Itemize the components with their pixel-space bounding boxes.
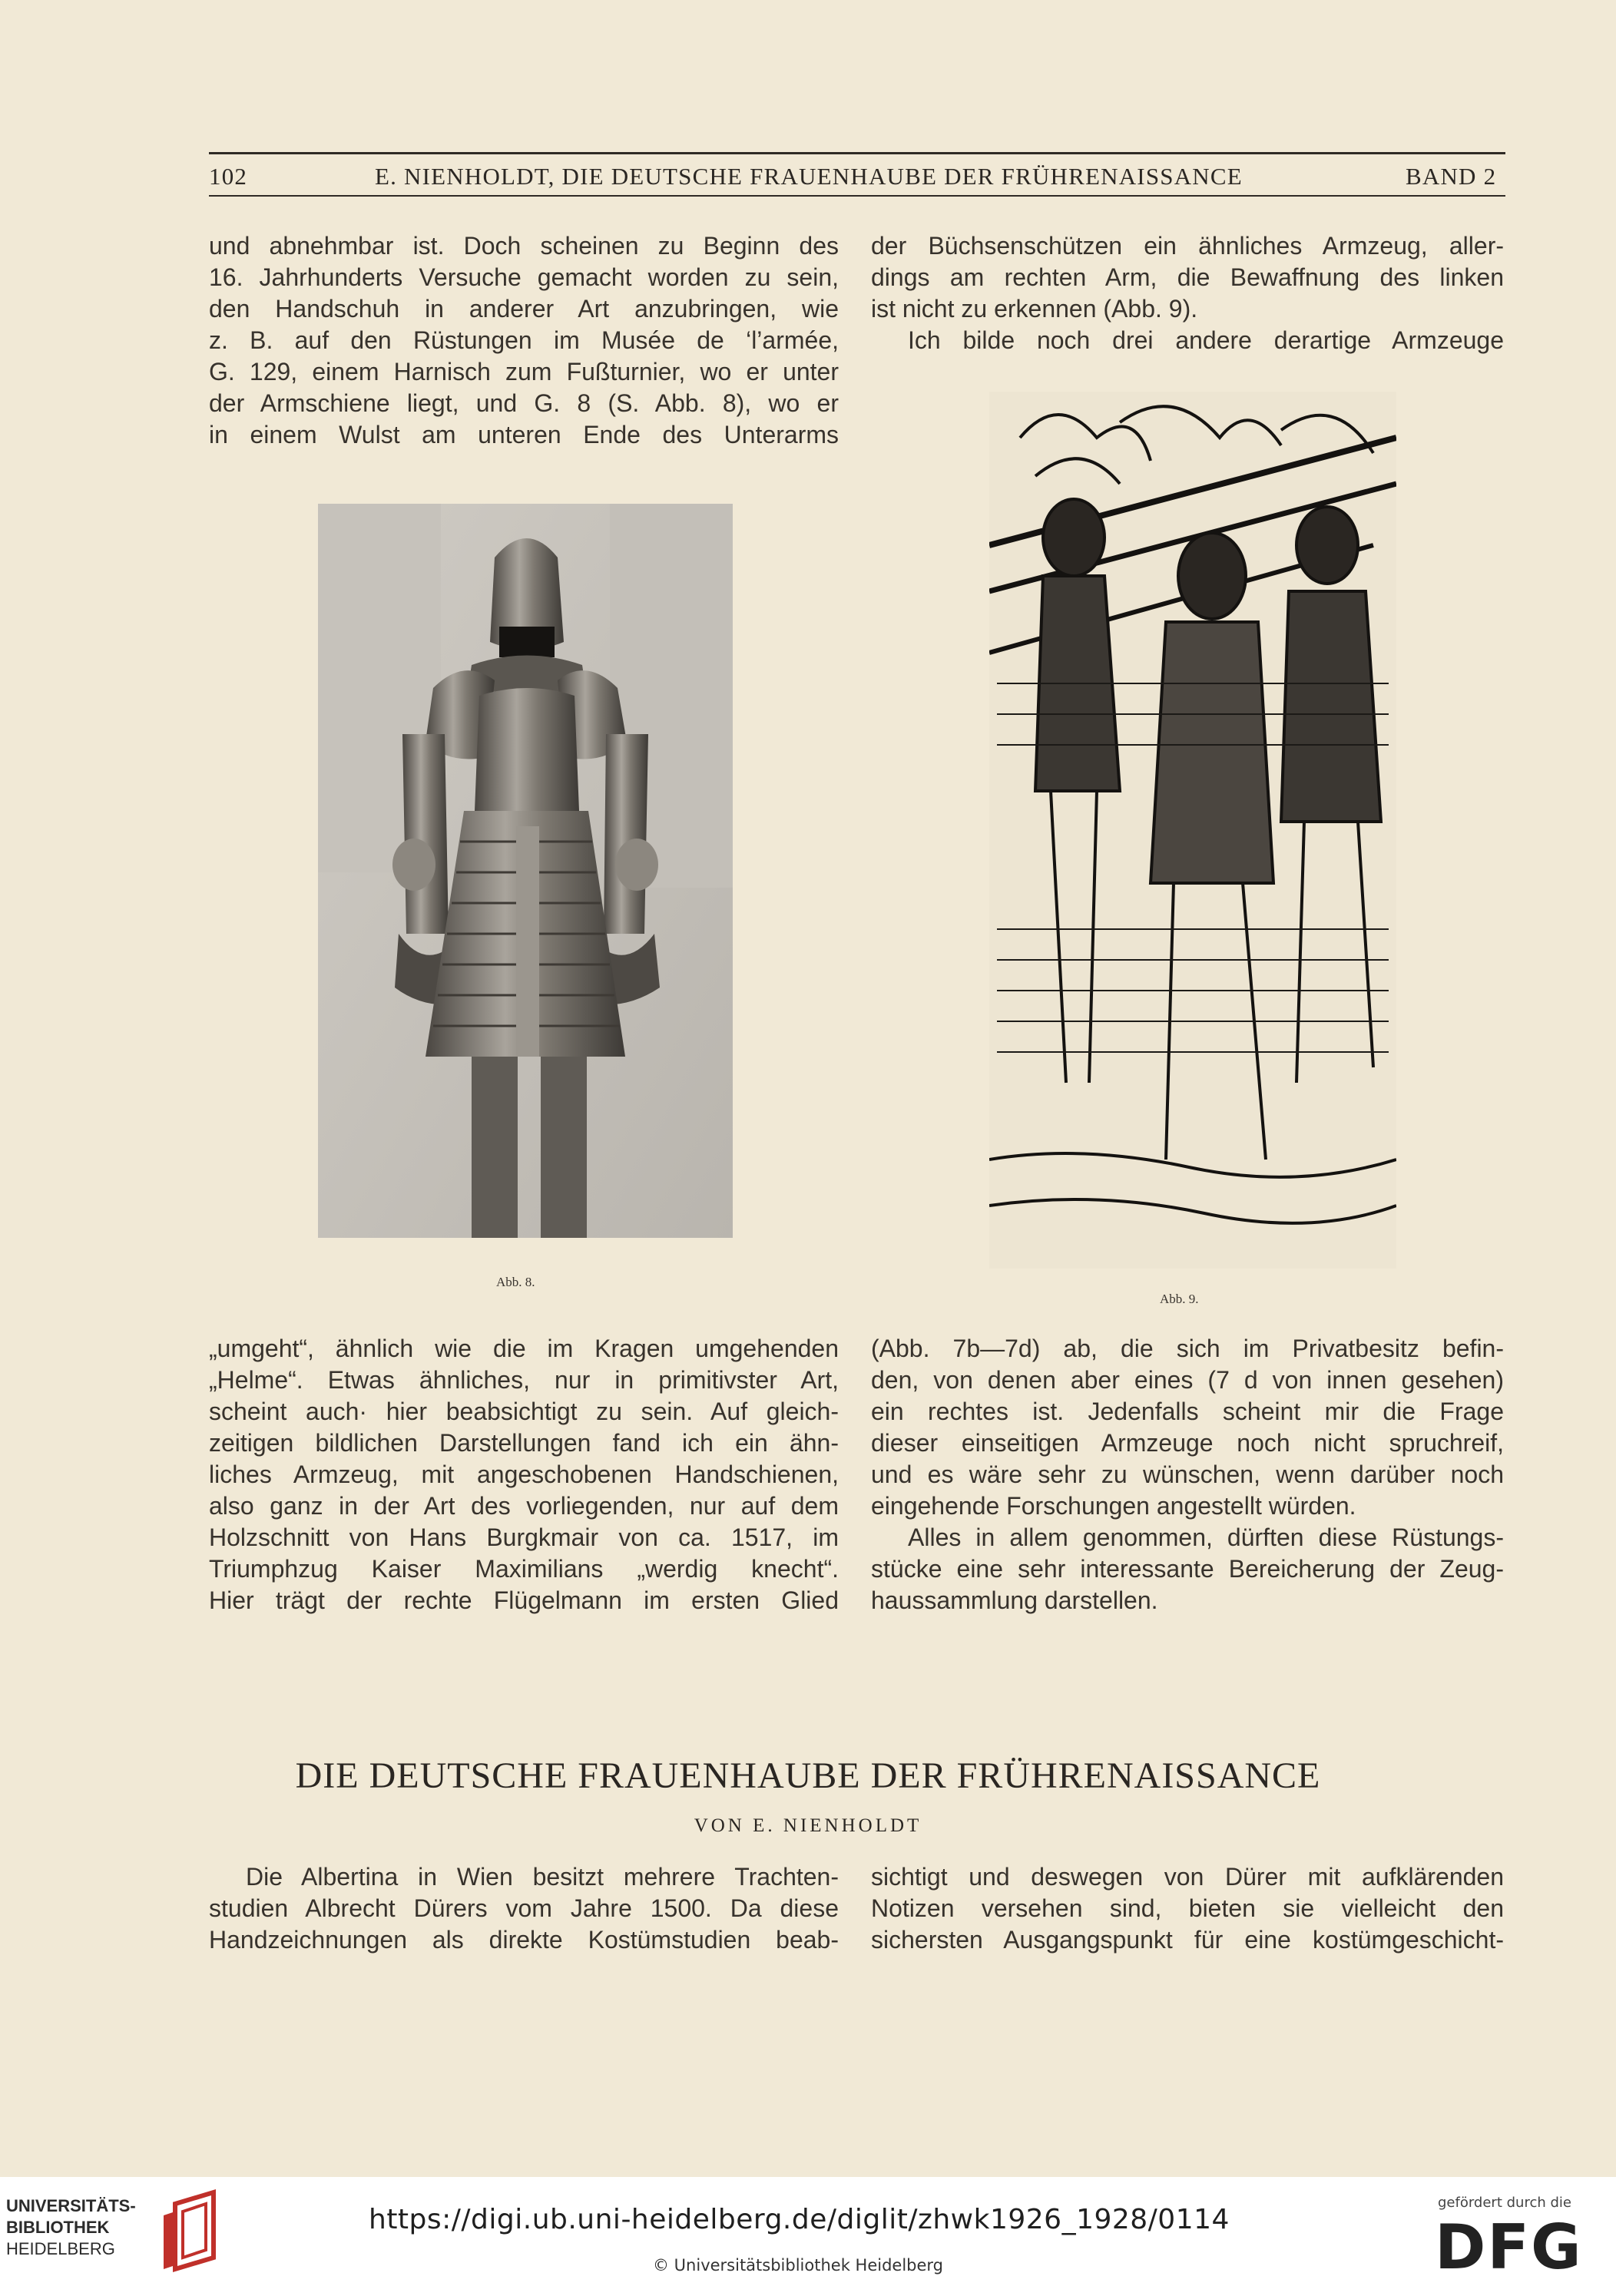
text-line: sichersten Ausgangspunkt für eine kostümgeschicht- xyxy=(871,1926,1504,1954)
text-column-left-top xyxy=(209,230,839,451)
text-line: stücke eine sehr interessante Bereicherung der Zeug- xyxy=(871,1555,1504,1583)
text-line: also ganz in der Art des vorliegenden, nur auf dem xyxy=(209,1492,839,1520)
caption-abb-8: Abb. 8. xyxy=(496,1275,535,1289)
text-line: „Helme“. Etwas ähnliches, nur in primitivster Art, xyxy=(209,1366,839,1394)
text-line: Hier trägt der rechte Flügelmann im ersten Glied xyxy=(209,1586,839,1614)
text-line: und es wäre sehr zu wünschen, wenn darüber noch xyxy=(871,1461,1504,1488)
text-line: zeitigen bildlichen Darstellungen fand ich ein ähn- xyxy=(209,1429,839,1457)
library-name-line1: UNIVERSITÄTS- xyxy=(6,2196,136,2215)
text-line: 16. Jahrhunderts Versuche gemacht worden zu sein, xyxy=(209,263,839,291)
text-line: dieser einseitigen Armzeuge noch nicht spruchreif, xyxy=(871,1429,1504,1457)
running-title: E. NIENHOLDT, DIE DEUTSCHE FRAUENHAUBE DER FRÜHRENAISSANCE xyxy=(375,163,1243,190)
text-column-right-middle xyxy=(871,1333,1504,1616)
text-line: ist nicht zu erkennen (Abb. 9). xyxy=(871,295,1198,323)
text-line: Notizen versehen sind, bieten sie vielleicht den xyxy=(871,1894,1504,1922)
text-line: der Armschiene liegt, und G. 8 (S. Abb. 8), wo er xyxy=(209,389,839,417)
caption-abb-9: Abb. 9. xyxy=(1160,1292,1199,1306)
text-line: den Handschuh in anderer Art anzubringen, wie xyxy=(209,295,839,323)
article-title: DIE DEUTSCHE FRAUENHAUBE DER FRÜHRENAISSANCE xyxy=(295,1755,1321,1796)
text-line: Alles in allem genommen, dürften diese Rüstungs- xyxy=(908,1523,1504,1551)
text-line: z. B. auf den Rüstungen im Musée de ‘l’armée, xyxy=(209,326,839,354)
text-line: Holzschnitt von Hans Burgkmair von ca. 1517, im xyxy=(209,1523,839,1551)
text-line: „umgeht“, ähnlich wie die im Kragen umgehenden xyxy=(209,1335,839,1362)
library-name-line3: HEIDELBERG xyxy=(6,2239,115,2258)
text-line: Die Albertina in Wien besitzt mehrere Trachten- xyxy=(246,1863,839,1891)
text-line: und abnehmbar ist. Doch scheinen zu Beginn des xyxy=(209,232,839,260)
header-rule-bottom xyxy=(209,195,1505,197)
armour-illustration xyxy=(318,504,733,1238)
text-column-left-bottom xyxy=(209,1861,839,1956)
text-line: scheint auch· hier beabsichtigt zu sein. Auf gleich- xyxy=(209,1398,839,1425)
figure-armour-photo xyxy=(318,504,733,1238)
volume-label: BAND 2 xyxy=(1406,163,1497,190)
text-column-right-top xyxy=(871,230,1504,356)
page-number: 102 xyxy=(209,163,248,190)
dfg-logo: DFG xyxy=(1435,2212,1583,2283)
text-line: Triumphzug Kaiser Maximilians „werdig knecht“. xyxy=(209,1555,839,1583)
article-byline: VON E. NIENHOLDT xyxy=(694,1815,922,1836)
footer-bar xyxy=(0,2177,1616,2296)
text-line: sichtigt und deswegen von Dürer mit aufklärenden xyxy=(871,1863,1504,1891)
funding-note: gefördert durch die xyxy=(1438,2195,1571,2211)
figure-woodcut xyxy=(989,392,1396,1269)
text-line: haussammlung darstellen. xyxy=(871,1586,1158,1614)
text-line: ein rechtes ist. Jedenfalls scheint mir die Frage xyxy=(871,1398,1504,1425)
library-logo-icon xyxy=(160,2188,229,2273)
header-rule-top xyxy=(209,152,1505,154)
text-line: Ich bilde noch drei andere derartige Armzeuge xyxy=(908,326,1504,354)
copyright-notice: © Universitätsbibliothek Heidelberg xyxy=(653,2256,944,2274)
text-line: in einem Wulst am unteren Ende des Unterarms xyxy=(209,421,839,448)
text-line: eingehende Forschungen angestellt würden. xyxy=(871,1492,1356,1520)
library-name-line2: BIBLIOTHEK xyxy=(6,2218,110,2237)
text-line: liches Armzeug, mit angeschobenen Handschienen, xyxy=(209,1461,839,1488)
text-line: G. 129, einem Harnisch zum Fußturnier, wo er unter xyxy=(209,358,839,385)
text-line: Handzeichnungen als direkte Kostümstudien beab- xyxy=(209,1926,839,1954)
text-line: dings am rechten Arm, die Bewaffnung des linken xyxy=(871,263,1504,291)
text-line: (Abb. 7b—7d) ab, die sich im Privatbesitz befin- xyxy=(871,1335,1504,1362)
text-line: den, von denen aber eines (7 d von innen gesehen) xyxy=(871,1366,1504,1394)
permalink-url[interactable]: https://digi.ub.uni-heidelberg.de/diglit/zhwk1926_1928/0114 xyxy=(369,2204,1230,2235)
text-line: studien Albrecht Dürers vom Jahre 1500. Da diese xyxy=(209,1894,839,1922)
text-column-right-bottom xyxy=(871,1861,1504,1956)
text-column-left-middle xyxy=(209,1333,839,1616)
woodcut-illustration xyxy=(989,392,1396,1269)
text-line: der Büchsenschützen ein ähnliches Armzeug, aller- xyxy=(871,232,1504,260)
